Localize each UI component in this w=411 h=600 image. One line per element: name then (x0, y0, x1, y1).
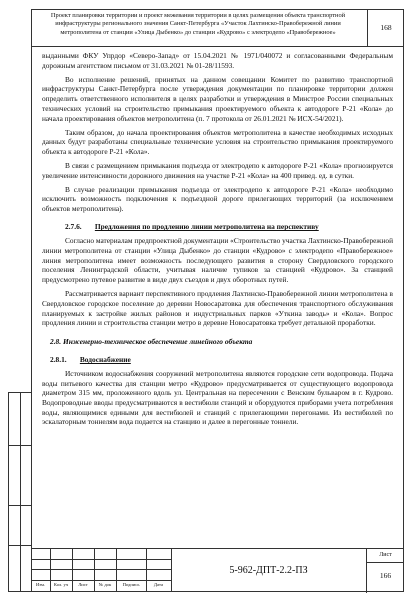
stamp-col-signature: Подпись (122, 582, 140, 587)
paragraph: Во исполнение решений, принятых на данном совещании Комитет по развитию транспортной инфраструктуры Санкт-Петербурга после утверждения документации по планировке территории должен определить ответственного исполнителя в целях разработки и утверждения в Минстрое России специальных технических условий на строительство примыкания проектируемого объекта к автодороге Р-21 «Кола» до начала проектирования объектов метрополитена (п. 7 протокола от 26.01.2021 № ИСХ-54/2021). (42, 74, 393, 123)
section-heading-2-7-6 (42, 222, 393, 232)
binding-strip-row (9, 505, 31, 506)
heading-text: Инженерно-техническое обеспечение линейного объекта (62, 336, 253, 346)
paragraph: Таким образом, до начала проектирования объектов метрополитена в качестве необходимых исходных данных будут разработаны специальные технические условия на строительство примыкания проектируемого объекта к автодороге Р-21 «Кола». (42, 127, 393, 156)
stamp-row-line (31, 559, 171, 560)
paragraph: В случае реализации примыкания подъезда от электродепо к автодороге Р-21 «Кола» необходимо исключить возможность подключения к подъездной дороге прилегающих территорий (за исключением объектов метрополитена). (42, 184, 393, 214)
stamp-row-line (31, 580, 171, 581)
paragraph: В связи с размещением примыкания подъезда от электродепо к автодороге Р-21 «Кола» прогнозируется увеличение интенсивности дорожного движения на участке Р-21 «Кола» на 400 привед. ед. в сутки. (42, 160, 393, 180)
binding-strip (8, 392, 31, 592)
binding-strip-divider (20, 393, 21, 591)
stamp-col-doc: № док (98, 582, 112, 587)
sheet-divider (367, 562, 404, 563)
section-heading-2-8 (42, 337, 393, 347)
header-page-number: 168 (367, 9, 404, 46)
heading-number: 2.8.1. (50, 354, 67, 364)
paragraph: выданными ФКУ Упрдор «Северо-Запад» от 15.04.2021 № 1971/040072 и согласованными Федеральным дорожным агентством письмом от 31.03.2021 № 01-28/11593. (42, 51, 393, 70)
paragraph: Источником водоснабжения сооружений метрополитена являются городские сети водопровода. Подача воды питьевого качества для станции метро «Кудрово» предусматривается от существующего водопровода диаметром 315 мм, проложенного вдоль ул. Центральная на пересечении с Венским бульваром в г. Кудрово. Водопроводные вводы предусматриваются в вестибюли станций и оборудуются приборами учета потребления воды, являющимися едиными для вестибюлей и станций с прилегающими перегонами. Из вестибюлей по эскалаторным тоннелям вода подается на станцию и далее в перегонные тоннели. (42, 368, 393, 427)
binding-strip-row (9, 545, 31, 546)
stamp-col-izm: Изм. (35, 582, 46, 587)
paragraph: Согласно материалам предпроектной документации «Строительство участка Лахтинско-Правобережной линии метрополитена от станции «Улица Дыбенко» до станции «Кудрово» с электродепо «Правобережное» линия метрополитена имеет возможность последующего развития в сторону Свердловского городского поселения Ленинградской области, учитывая наличие тупиков за станцией «Кудрово». За станцией предусмотрено путевое развитие в виде двух съездов и двух оборотных путей. (42, 236, 393, 285)
header-title: Проект планировки территории и проект межевания территории в целях размещения объекта транспортной инфраструктуры регионального значения Санкт-Петербурга «Участок Лахтинско-Правобережной линии метрополитена от станции «Улица Дыбенко» до станции «Кудрово» с электродепо «Правобережное» (50, 12, 346, 36)
title-block-stamp (31, 548, 404, 592)
sheet-label: Лист (379, 552, 392, 558)
document-body (42, 51, 393, 427)
stamp-col-list: Лист (78, 582, 88, 587)
heading-text: Предложения по продлению линии метрополитена на перспективу (94, 222, 319, 232)
binding-strip-row (9, 445, 31, 446)
paragraph: Рассматривается вариант перспективного продления Лахтинско-Правобережной линии метрополитена в Свердловское городское поселение до деревни Новосаратовка для обеспечения транспортного обслуживания планируемых к застройке жилых районов и индустриальных парков «Уткина заводь» и «Кола». Вопрос продления линии и строительства станции метро в деревне Новосаратовка требует детальной проработки. (42, 289, 393, 328)
heading-text: Водоснабжение (79, 354, 131, 364)
section-heading-2-8-1 (42, 355, 393, 365)
sheet-number-box (366, 549, 404, 593)
stamp-row-line (31, 569, 171, 570)
heading-number: 2.7.6. (65, 222, 82, 232)
stamp-col-date: Дата (153, 582, 164, 587)
stamp-col-kol-uch: Кол. уч (53, 582, 69, 587)
document-code: 5-962-ДПТ-2.2-ПЗ (229, 565, 308, 576)
page-header (31, 9, 404, 47)
sheet-number: 166 (379, 571, 392, 580)
heading-number: 2.8. (50, 336, 62, 346)
